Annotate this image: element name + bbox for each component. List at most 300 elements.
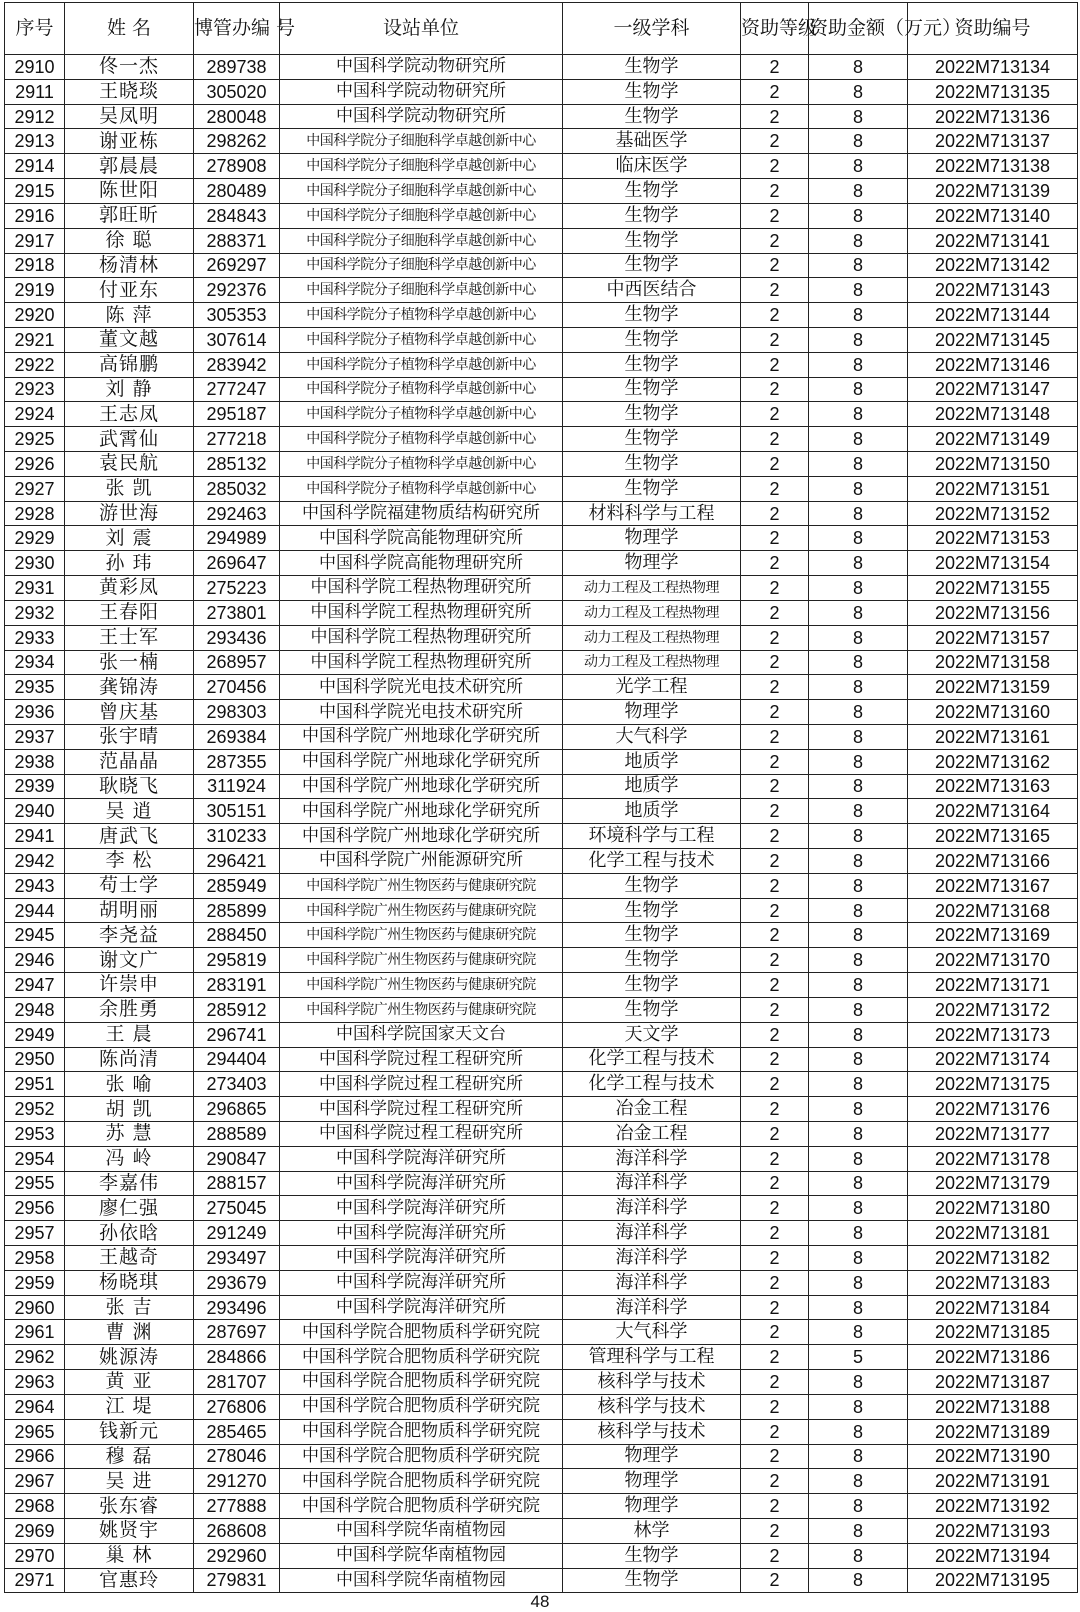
code-cell: 2022M713187	[908, 1370, 1078, 1395]
name-cell: 张 凯	[65, 476, 194, 501]
table-row	[5, 1295, 1078, 1320]
unit-cell: 中国科学院合肥物质科学研究院	[280, 1394, 563, 1419]
subject-cell: 生物学	[563, 203, 741, 228]
unit-cell: 中国科学院分子细胞科学卓越创新中心	[280, 203, 563, 228]
subject-cell: 生物学	[563, 1543, 741, 1568]
id-cell: 285899	[194, 898, 280, 923]
code-cell: 2022M713140	[908, 203, 1078, 228]
id-cell: 287697	[194, 1320, 280, 1345]
level-cell: 2	[741, 923, 809, 948]
name-cell: 陈世阳	[65, 179, 194, 204]
subject-cell: 化学工程与技术	[563, 1072, 741, 1097]
unit-cell: 中国科学院动物研究所	[280, 55, 563, 80]
table-row	[5, 1097, 1078, 1122]
subject-cell: 生物学	[563, 104, 741, 129]
header-unit: 设站单位	[280, 3, 563, 55]
table-row	[5, 1171, 1078, 1196]
unit-cell: 中国科学院广州地球化学研究所	[280, 749, 563, 774]
subject-cell: 生物学	[563, 228, 741, 253]
unit-cell: 中国科学院合肥物质科学研究院	[280, 1469, 563, 1494]
level-cell: 2	[741, 203, 809, 228]
unit-cell: 中国科学院广州地球化学研究所	[280, 799, 563, 824]
level-cell: 2	[741, 948, 809, 973]
name-cell: 王 晨	[65, 1022, 194, 1047]
amount-cell: 8	[809, 1072, 908, 1097]
table-row	[5, 1394, 1078, 1419]
unit-cell: 中国科学院分子植物科学卓越创新中心	[280, 352, 563, 377]
subject-cell: 物理学	[563, 526, 741, 551]
amount-cell: 5	[809, 1345, 908, 1370]
subject-cell: 地质学	[563, 749, 741, 774]
code-cell: 2022M713171	[908, 973, 1078, 998]
name-cell: 张一楠	[65, 650, 194, 675]
code-cell: 2022M713153	[908, 526, 1078, 551]
code-cell: 2022M713182	[908, 1246, 1078, 1271]
id-cell: 280489	[194, 179, 280, 204]
name-cell: 巢 林	[65, 1543, 194, 1568]
id-cell: 285132	[194, 452, 280, 477]
name-cell: 吴凤明	[65, 104, 194, 129]
seq-cell: 2926	[5, 452, 65, 477]
id-cell: 287355	[194, 749, 280, 774]
seq-cell: 2942	[5, 849, 65, 874]
unit-cell: 中国科学院广州生物医药与健康研究院	[280, 873, 563, 898]
subject-cell: 生物学	[563, 377, 741, 402]
seq-cell: 2970	[5, 1543, 65, 1568]
code-cell: 2022M713151	[908, 476, 1078, 501]
amount-cell: 8	[809, 1022, 908, 1047]
seq-cell: 2915	[5, 179, 65, 204]
code-cell: 2022M713190	[908, 1444, 1078, 1469]
code-cell: 2022M713147	[908, 377, 1078, 402]
level-cell: 2	[741, 1097, 809, 1122]
name-cell: 张 喻	[65, 1072, 194, 1097]
level-cell: 2	[741, 551, 809, 576]
subject-cell: 生物学	[563, 179, 741, 204]
level-cell: 2	[741, 1469, 809, 1494]
unit-cell: 中国科学院合肥物质科学研究院	[280, 1345, 563, 1370]
amount-cell: 8	[809, 452, 908, 477]
name-cell: 胡明丽	[65, 898, 194, 923]
table-row	[5, 1270, 1078, 1295]
subject-cell: 冶金工程	[563, 1097, 741, 1122]
subject-cell: 生物学	[563, 303, 741, 328]
seq-cell: 2967	[5, 1469, 65, 1494]
amount-cell: 8	[809, 923, 908, 948]
id-cell: 291270	[194, 1469, 280, 1494]
seq-cell: 2958	[5, 1246, 65, 1271]
name-cell: 吴 进	[65, 1469, 194, 1494]
name-cell: 江 堤	[65, 1394, 194, 1419]
name-cell: 陈 萍	[65, 303, 194, 328]
code-cell: 2022M713195	[908, 1568, 1078, 1593]
seq-cell: 2933	[5, 625, 65, 650]
id-cell: 269384	[194, 724, 280, 749]
subject-cell: 核科学与技术	[563, 1370, 741, 1395]
seq-cell: 2929	[5, 526, 65, 551]
id-cell: 268957	[194, 650, 280, 675]
name-cell: 钱新元	[65, 1419, 194, 1444]
seq-cell: 2916	[5, 203, 65, 228]
name-cell: 武霄仙	[65, 427, 194, 452]
code-cell: 2022M713176	[908, 1097, 1078, 1122]
table-row	[5, 576, 1078, 601]
id-cell: 298303	[194, 700, 280, 725]
table-row	[5, 179, 1078, 204]
level-cell: 2	[741, 352, 809, 377]
amount-cell: 8	[809, 650, 908, 675]
id-cell: 284866	[194, 1345, 280, 1370]
seq-cell: 2923	[5, 377, 65, 402]
id-cell: 294989	[194, 526, 280, 551]
level-cell: 2	[741, 898, 809, 923]
amount-cell: 8	[809, 104, 908, 129]
name-cell: 陈尚清	[65, 1047, 194, 1072]
name-cell: 张东睿	[65, 1494, 194, 1519]
subject-cell: 天文学	[563, 1022, 741, 1047]
amount-cell: 8	[809, 1494, 908, 1519]
id-cell: 279831	[194, 1568, 280, 1593]
unit-cell: 中国科学院华南植物园	[280, 1543, 563, 1568]
code-cell: 2022M713148	[908, 402, 1078, 427]
code-cell: 2022M713178	[908, 1146, 1078, 1171]
amount-cell: 8	[809, 203, 908, 228]
level-cell: 2	[741, 576, 809, 601]
subject-cell: 海洋科学	[563, 1146, 741, 1171]
table-row	[5, 1196, 1078, 1221]
amount-cell: 8	[809, 849, 908, 874]
table-row	[5, 551, 1078, 576]
id-cell: 292960	[194, 1543, 280, 1568]
table-row	[5, 973, 1078, 998]
subject-cell: 管理科学与工程	[563, 1345, 741, 1370]
subject-cell: 化学工程与技术	[563, 1047, 741, 1072]
code-cell: 2022M713167	[908, 873, 1078, 898]
table-row	[5, 104, 1078, 129]
level-cell: 2	[741, 377, 809, 402]
id-cell: 275045	[194, 1196, 280, 1221]
amount-cell: 8	[809, 997, 908, 1022]
name-cell: 杨晓琪	[65, 1270, 194, 1295]
level-cell: 2	[741, 278, 809, 303]
unit-cell: 中国科学院合肥物质科学研究院	[280, 1320, 563, 1345]
seq-cell: 2930	[5, 551, 65, 576]
name-cell: 徐 聪	[65, 228, 194, 253]
id-cell: 295819	[194, 948, 280, 973]
seq-cell: 2944	[5, 898, 65, 923]
subject-cell: 核科学与技术	[563, 1394, 741, 1419]
table-row	[5, 1543, 1078, 1568]
name-cell: 曾庆基	[65, 700, 194, 725]
amount-cell: 8	[809, 1444, 908, 1469]
amount-cell: 8	[809, 377, 908, 402]
amount-cell: 8	[809, 873, 908, 898]
unit-cell: 中国科学院过程工程研究所	[280, 1097, 563, 1122]
level-cell: 2	[741, 1518, 809, 1543]
code-cell: 2022M713173	[908, 1022, 1078, 1047]
subject-cell: 动力工程及工程热物理	[563, 625, 741, 650]
name-cell: 苏 慧	[65, 1121, 194, 1146]
table-row	[5, 1246, 1078, 1271]
id-cell: 305151	[194, 799, 280, 824]
code-cell: 2022M713138	[908, 154, 1078, 179]
code-cell: 2022M713185	[908, 1320, 1078, 1345]
name-cell: 胡 凯	[65, 1097, 194, 1122]
table-row	[5, 873, 1078, 898]
level-cell: 2	[741, 1072, 809, 1097]
subject-cell: 生物学	[563, 427, 741, 452]
unit-cell: 中国科学院动物研究所	[280, 104, 563, 129]
name-cell: 官惠玲	[65, 1568, 194, 1593]
subject-cell: 生物学	[563, 898, 741, 923]
subject-cell: 林学	[563, 1518, 741, 1543]
code-cell: 2022M713157	[908, 625, 1078, 650]
unit-cell: 中国科学院福建物质结构研究所	[280, 501, 563, 526]
subject-cell: 海洋科学	[563, 1171, 741, 1196]
code-cell: 2022M713163	[908, 774, 1078, 799]
unit-cell: 中国科学院广州生物医药与健康研究院	[280, 923, 563, 948]
seq-cell: 2931	[5, 576, 65, 601]
code-cell: 2022M713165	[908, 824, 1078, 849]
unit-cell: 中国科学院华南植物园	[280, 1568, 563, 1593]
level-cell: 2	[741, 526, 809, 551]
amount-cell: 8	[809, 551, 908, 576]
amount-cell: 8	[809, 973, 908, 998]
unit-cell: 中国科学院国家天文台	[280, 1022, 563, 1047]
seq-cell: 2950	[5, 1047, 65, 1072]
table-row	[5, 700, 1078, 725]
amount-cell: 8	[809, 1221, 908, 1246]
code-cell: 2022M713142	[908, 253, 1078, 278]
table-row	[5, 923, 1078, 948]
table-row	[5, 1022, 1078, 1047]
seq-cell: 2924	[5, 402, 65, 427]
table-row	[5, 799, 1078, 824]
amount-cell: 8	[809, 948, 908, 973]
table-row	[5, 501, 1078, 526]
unit-cell: 中国科学院过程工程研究所	[280, 1047, 563, 1072]
code-cell: 2022M713149	[908, 427, 1078, 452]
subject-cell: 生物学	[563, 973, 741, 998]
id-cell: 305020	[194, 79, 280, 104]
subject-cell: 动力工程及工程热物理	[563, 650, 741, 675]
amount-cell: 8	[809, 476, 908, 501]
seq-cell: 2952	[5, 1097, 65, 1122]
table-row	[5, 278, 1078, 303]
unit-cell: 中国科学院分子细胞科学卓越创新中心	[280, 253, 563, 278]
seq-cell: 2971	[5, 1568, 65, 1593]
table-row	[5, 824, 1078, 849]
unit-cell: 中国科学院工程热物理研究所	[280, 600, 563, 625]
amount-cell: 8	[809, 228, 908, 253]
unit-cell: 中国科学院广州地球化学研究所	[280, 824, 563, 849]
code-cell: 2022M713137	[908, 129, 1078, 154]
code-cell: 2022M713139	[908, 179, 1078, 204]
name-cell: 李尧益	[65, 923, 194, 948]
id-cell: 275223	[194, 576, 280, 601]
header-row	[5, 3, 1078, 55]
amount-cell: 8	[809, 1047, 908, 1072]
id-cell: 296865	[194, 1097, 280, 1122]
table-row	[5, 1047, 1078, 1072]
amount-cell: 8	[809, 1469, 908, 1494]
name-cell: 付亚东	[65, 278, 194, 303]
seq-cell: 2963	[5, 1370, 65, 1395]
table-row	[5, 1444, 1078, 1469]
unit-cell: 中国科学院光电技术研究所	[280, 700, 563, 725]
code-cell: 2022M713150	[908, 452, 1078, 477]
amount-cell: 8	[809, 253, 908, 278]
table-row	[5, 625, 1078, 650]
code-cell: 2022M713189	[908, 1419, 1078, 1444]
amount-cell: 8	[809, 700, 908, 725]
subject-cell: 生物学	[563, 873, 741, 898]
code-cell: 2022M713179	[908, 1171, 1078, 1196]
level-cell: 2	[741, 129, 809, 154]
amount-cell: 8	[809, 427, 908, 452]
code-cell: 2022M713186	[908, 1345, 1078, 1370]
page-number: 48	[530, 1592, 550, 1611]
level-cell: 2	[741, 327, 809, 352]
id-cell: 280048	[194, 104, 280, 129]
subject-cell: 地质学	[563, 774, 741, 799]
subject-cell: 冶金工程	[563, 1121, 741, 1146]
unit-cell: 中国科学院广州生物医药与健康研究院	[280, 997, 563, 1022]
level-cell: 2	[741, 873, 809, 898]
id-cell: 296741	[194, 1022, 280, 1047]
amount-cell: 8	[809, 749, 908, 774]
level-cell: 2	[741, 55, 809, 80]
code-cell: 2022M713175	[908, 1072, 1078, 1097]
id-cell: 288157	[194, 1171, 280, 1196]
unit-cell: 中国科学院分子植物科学卓越创新中心	[280, 476, 563, 501]
seq-cell: 2945	[5, 923, 65, 948]
subject-cell: 海洋科学	[563, 1270, 741, 1295]
table-row	[5, 303, 1078, 328]
amount-cell: 8	[809, 352, 908, 377]
table-row	[5, 228, 1078, 253]
name-cell: 孙依晗	[65, 1221, 194, 1246]
table-row	[5, 1221, 1078, 1246]
name-cell: 王晓琰	[65, 79, 194, 104]
unit-cell: 中国科学院海洋研究所	[280, 1171, 563, 1196]
unit-cell: 中国科学院过程工程研究所	[280, 1121, 563, 1146]
level-cell: 2	[741, 1246, 809, 1271]
unit-cell: 中国科学院广州生物医药与健康研究院	[280, 948, 563, 973]
table-row	[5, 327, 1078, 352]
level-cell: 2	[741, 452, 809, 477]
table-row	[5, 1419, 1078, 1444]
code-cell: 2022M713194	[908, 1543, 1078, 1568]
unit-cell: 中国科学院海洋研究所	[280, 1295, 563, 1320]
subject-cell: 生物学	[563, 79, 741, 104]
seq-cell: 2969	[5, 1518, 65, 1543]
amount-cell: 8	[809, 1320, 908, 1345]
seq-cell: 2943	[5, 873, 65, 898]
amount-cell: 8	[809, 1146, 908, 1171]
table-row	[5, 1345, 1078, 1370]
name-cell: 姚贤宇	[65, 1518, 194, 1543]
code-cell: 2022M713193	[908, 1518, 1078, 1543]
name-cell: 王春阳	[65, 600, 194, 625]
id-cell: 270456	[194, 675, 280, 700]
id-cell: 277247	[194, 377, 280, 402]
code-cell: 2022M713146	[908, 352, 1078, 377]
seq-cell: 2917	[5, 228, 65, 253]
id-cell: 277218	[194, 427, 280, 452]
subject-cell: 物理学	[563, 551, 741, 576]
id-cell: 285949	[194, 873, 280, 898]
code-cell: 2022M713160	[908, 700, 1078, 725]
subject-cell: 光学工程	[563, 675, 741, 700]
subject-cell: 生物学	[563, 1568, 741, 1593]
header-id: 博管办编 号	[194, 3, 280, 55]
table-row	[5, 352, 1078, 377]
seq-cell: 2959	[5, 1270, 65, 1295]
id-cell: 288589	[194, 1121, 280, 1146]
level-cell: 2	[741, 625, 809, 650]
unit-cell: 中国科学院分子植物科学卓越创新中心	[280, 327, 563, 352]
id-cell: 296421	[194, 849, 280, 874]
unit-cell: 中国科学院工程热物理研究所	[280, 576, 563, 601]
level-cell: 2	[741, 303, 809, 328]
name-cell: 佟一杰	[65, 55, 194, 80]
amount-cell: 8	[809, 1121, 908, 1146]
id-cell: 278046	[194, 1444, 280, 1469]
unit-cell: 中国科学院分子植物科学卓越创新中心	[280, 427, 563, 452]
id-cell: 284843	[194, 203, 280, 228]
code-cell: 2022M713159	[908, 675, 1078, 700]
name-cell: 吴 逍	[65, 799, 194, 824]
seq-cell: 2962	[5, 1345, 65, 1370]
unit-cell: 中国科学院分子植物科学卓越创新中心	[280, 303, 563, 328]
name-cell: 曹 渊	[65, 1320, 194, 1345]
table-row	[5, 774, 1078, 799]
table-row	[5, 1370, 1078, 1395]
table-row	[5, 1568, 1078, 1593]
subject-cell: 大气科学	[563, 724, 741, 749]
subject-cell: 中西医结合	[563, 278, 741, 303]
amount-cell: 8	[809, 1097, 908, 1122]
table-row	[5, 154, 1078, 179]
table-row	[5, 476, 1078, 501]
subject-cell: 生物学	[563, 253, 741, 278]
unit-cell: 中国科学院分子植物科学卓越创新中心	[280, 377, 563, 402]
unit-cell: 中国科学院动物研究所	[280, 79, 563, 104]
code-cell: 2022M713188	[908, 1394, 1078, 1419]
level-cell: 2	[741, 600, 809, 625]
name-cell: 张 吉	[65, 1295, 194, 1320]
id-cell: 291249	[194, 1221, 280, 1246]
level-cell: 2	[741, 997, 809, 1022]
amount-cell: 8	[809, 79, 908, 104]
seq-cell: 2947	[5, 973, 65, 998]
seq-cell: 2911	[5, 79, 65, 104]
amount-cell: 8	[809, 1394, 908, 1419]
unit-cell: 中国科学院高能物理研究所	[280, 526, 563, 551]
id-cell: 292463	[194, 501, 280, 526]
seq-cell: 2934	[5, 650, 65, 675]
seq-cell: 2925	[5, 427, 65, 452]
code-cell: 2022M713180	[908, 1196, 1078, 1221]
subject-cell: 生物学	[563, 997, 741, 1022]
subject-cell: 材料科学与工程	[563, 501, 741, 526]
subject-cell: 物理学	[563, 1469, 741, 1494]
seq-cell: 2966	[5, 1444, 65, 1469]
unit-cell: 中国科学院海洋研究所	[280, 1196, 563, 1221]
funding-table	[4, 2, 1078, 1593]
name-cell: 龚锦涛	[65, 675, 194, 700]
